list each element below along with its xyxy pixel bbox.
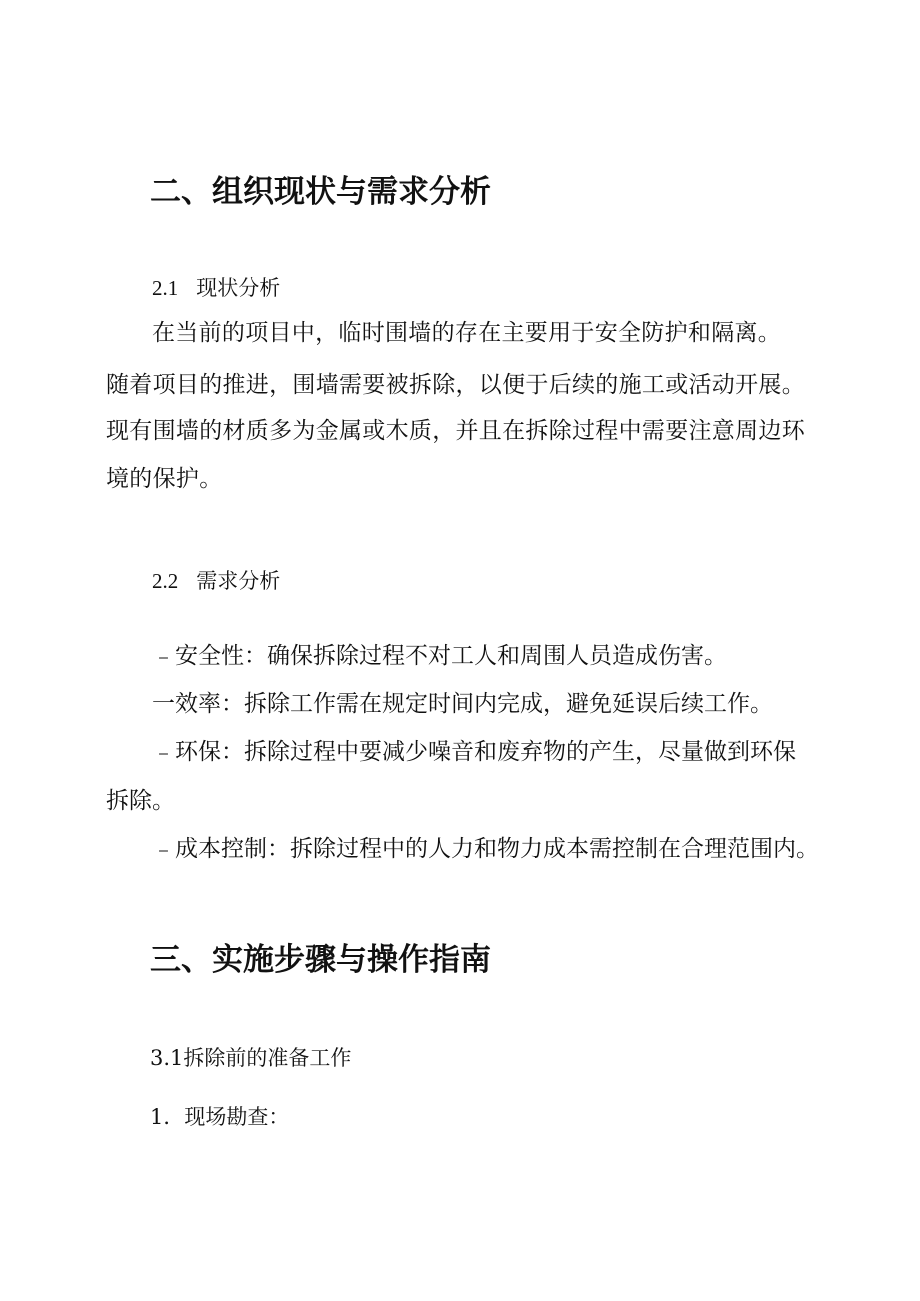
section-3-heading: 三、实施步骤与操作指南 xyxy=(150,942,491,978)
list-item-cost-control: ﹣成本控制：拆除过程中的人力和物力成本需控制在合理范围内。 xyxy=(152,836,819,862)
subsection-2-1-heading xyxy=(152,272,280,302)
subsection-2-2-heading xyxy=(152,565,280,595)
list-item-environment-continued: 拆除。 xyxy=(106,788,175,814)
step-1-heading: 1．现场勘查： xyxy=(150,1105,290,1129)
subsection-2-1-title: 现状分析 xyxy=(196,276,281,300)
paragraph-line: 在当前的项目中，临时围墙的存在主要用于安全防护和隔离。 xyxy=(152,320,782,346)
list-item-efficiency: 一效率：拆除工作需在规定时间内完成，避免延误后续工作。 xyxy=(152,691,773,717)
paragraph-line: 境的保护。 xyxy=(106,466,223,492)
list-item-environment: ﹣环保：拆除过程中要减少噪音和废弃物的产生，尽量做到环保 xyxy=(152,739,796,765)
subsection-2-1-number: 2.1 xyxy=(152,276,179,300)
paragraph-line: 随着项目的推进，围墙需要被拆除，以便于后续的施工或活动开展。 xyxy=(106,372,805,398)
section-2-heading: 二、组织现状与需求分析 xyxy=(150,174,491,210)
paragraph-line: 现有围墙的材质多为金属或木质，并且在拆除过程中需要注意周边环 xyxy=(106,418,805,444)
subsection-2-2-number: 2.2 xyxy=(152,569,179,593)
list-item-safety: ﹣安全性：确保拆除过程不对工人和周围人员造成伤害。 xyxy=(152,643,727,669)
subsection-2-2-title: 需求分析 xyxy=(196,569,281,593)
subsection-3-1-heading: 3.1拆除前的准备工作 xyxy=(150,1046,352,1070)
